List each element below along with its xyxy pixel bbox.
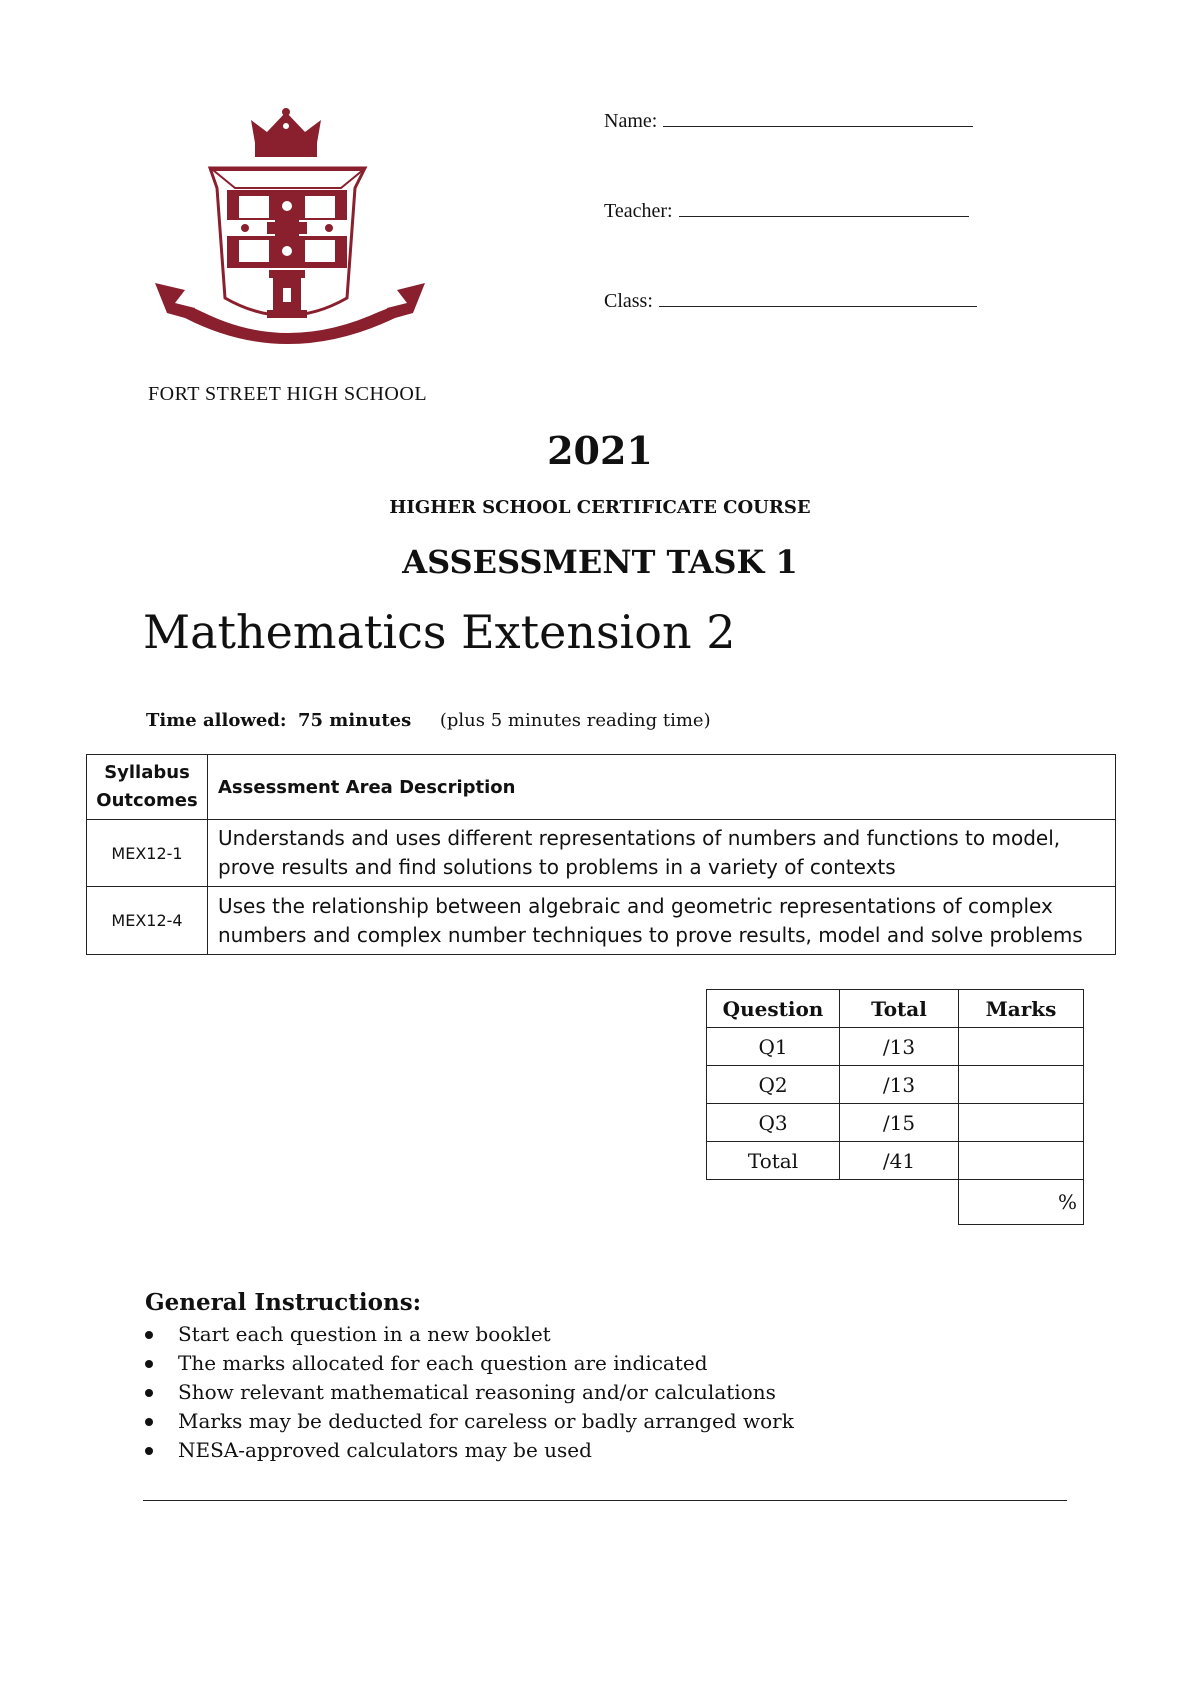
class-label: Class: (604, 290, 653, 312)
subject-title: Mathematics Extension 2 (143, 605, 736, 659)
list-item: NESA-approved calculators may be used (145, 1436, 794, 1465)
school-crest-logo (155, 108, 425, 378)
marks-table (706, 989, 1084, 1225)
class-field[interactable] (604, 288, 977, 313)
table-header-row (707, 990, 1084, 1028)
outcome-description: Uses the relationship between algebraic and geometric representations of complex numbers and complex number techniques to prove results, model and solve problems (208, 887, 1116, 955)
list-item: Marks may be deducted for careless or badly arranged work (145, 1407, 794, 1436)
course-title: HIGHER SCHOOL CERTIFICATE COURSE (389, 497, 811, 518)
name-field[interactable] (604, 108, 973, 133)
marks-cell[interactable] (959, 1028, 1084, 1066)
question-cell: Q2 (707, 1066, 840, 1104)
total-cell: /15 (840, 1104, 959, 1142)
table-row (707, 1142, 1084, 1180)
outcome-code: MEX12-4 (87, 887, 208, 955)
table-row (87, 820, 1116, 887)
list-item: The marks allocated for each question are indicated (145, 1349, 794, 1378)
school-name: FORT STREET HIGH SCHOOL (148, 383, 428, 405)
instructions-title: General Instructions: (145, 1289, 422, 1316)
column-header: Marks (959, 990, 1084, 1028)
marks-cell[interactable] (959, 1142, 1084, 1180)
table-row (707, 1066, 1084, 1104)
total-cell: /13 (840, 1066, 959, 1104)
teacher-label: Teacher: (604, 200, 673, 222)
divider (143, 1500, 1067, 1501)
table-row (707, 1104, 1084, 1142)
question-cell: Q3 (707, 1104, 840, 1142)
syllabus-outcomes-table (86, 754, 1116, 955)
marks-cell[interactable] (959, 1066, 1084, 1104)
class-line[interactable] (659, 288, 977, 307)
time-label: Time allowed: (146, 710, 287, 731)
time-value: 75 minutes (297, 710, 412, 731)
total-cell: /13 (840, 1028, 959, 1066)
table-row (87, 887, 1116, 955)
teacher-line[interactable] (679, 198, 969, 217)
table-row (707, 1028, 1084, 1066)
time-allowed (146, 710, 711, 731)
total-cell: /41 (840, 1142, 959, 1180)
crown-icon (251, 108, 321, 157)
list-item: Start each question in a new booklet (145, 1320, 794, 1349)
column-header: Assessment Area Description (208, 755, 1116, 820)
column-header: Question (707, 990, 840, 1028)
question-cell: Q1 (707, 1028, 840, 1066)
column-header: Syllabus Outcomes (87, 755, 208, 820)
outcome-code: MEX12-1 (87, 820, 208, 887)
table-header-row (87, 755, 1116, 820)
percent-row (707, 1180, 1084, 1225)
list-item: Show relevant mathematical reasoning and/or calculations (145, 1378, 794, 1407)
time-note: (plus 5 minutes reading time) (439, 710, 711, 731)
task-title: ASSESSMENT TASK 1 (402, 543, 798, 581)
exam-year: 2021 (547, 428, 653, 473)
tower-icon (267, 270, 307, 318)
question-cell: Total (707, 1142, 840, 1180)
marks-cell[interactable] (959, 1104, 1084, 1142)
teacher-field[interactable] (604, 198, 969, 223)
instructions-list (145, 1320, 794, 1465)
percent-cell[interactable]: % (959, 1180, 1084, 1225)
name-label: Name: (604, 110, 658, 132)
name-line[interactable] (663, 108, 973, 127)
outcome-description: Understands and uses different representations of numbers and functions to model, prove results and find solutions to problems in a variety of contexts (208, 820, 1116, 887)
column-header: Total (840, 990, 959, 1028)
